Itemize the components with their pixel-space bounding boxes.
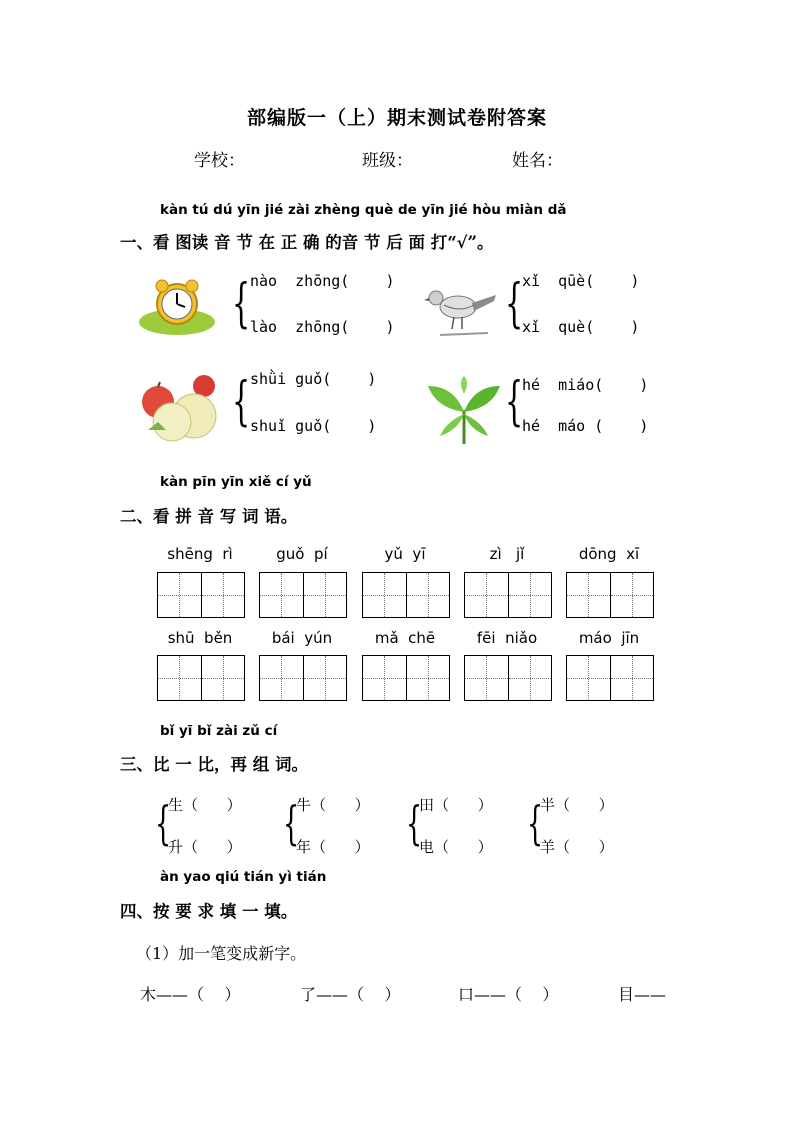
compare-char: 升（ ） bbox=[168, 838, 242, 856]
word-pinyin: máo jīn bbox=[578, 629, 640, 647]
writing-grid[interactable] bbox=[259, 655, 347, 701]
word-pinyin: shū běn bbox=[167, 629, 233, 647]
fruit-icon bbox=[128, 370, 220, 446]
option-a: hé miáo( ) bbox=[522, 376, 649, 394]
subquestion-1: （1）加一笔变成新字。 bbox=[136, 944, 307, 963]
word-pinyin: yǔ yī bbox=[384, 545, 426, 563]
page-title: 部编版一（上）期末测试卷附答案 bbox=[246, 107, 547, 129]
writing-grid[interactable] bbox=[157, 572, 245, 618]
word-pinyin: dōng xī bbox=[578, 545, 640, 563]
school-label: 学校： bbox=[194, 151, 245, 171]
writing-grid[interactable] bbox=[566, 655, 654, 701]
writing-grid[interactable] bbox=[362, 572, 450, 618]
writing-grid[interactable] bbox=[464, 572, 552, 618]
option-a: shǜi guǒ( ) bbox=[250, 370, 377, 388]
section2-heading: 二、看 拼 音 写 词 语。 bbox=[120, 507, 298, 526]
section3-heading: 三、比 一 比，再 组 词。 bbox=[120, 755, 308, 774]
writing-grid[interactable] bbox=[362, 655, 450, 701]
word-pinyin: bái yún bbox=[271, 629, 333, 647]
class-label: 班级： bbox=[362, 151, 413, 171]
compare-char: 半（ ） bbox=[540, 796, 614, 814]
word-pinyin: shēng rì bbox=[167, 545, 233, 563]
compare-char: 羊（ ） bbox=[540, 838, 614, 856]
section4-heading: 四、按 要 求 填 一 填。 bbox=[120, 902, 298, 921]
brace-icon: { bbox=[232, 372, 251, 432]
brace-icon: { bbox=[155, 796, 172, 850]
option-b: hé máo ( ) bbox=[522, 417, 649, 435]
writing-grid[interactable] bbox=[157, 655, 245, 701]
seedling-icon bbox=[424, 374, 504, 446]
section1-heading: 一、看 图读 音 节 在 正 确 的音 节 后 面 打“√”。 bbox=[120, 233, 494, 252]
compare-char: 牛（ ） bbox=[296, 796, 370, 814]
section1-pinyin: kàn tú dú yīn jié zài zhèng què de yīn jié hòu miàn dǎ bbox=[160, 202, 567, 218]
option-a: xǐ qūè( ) bbox=[522, 272, 640, 290]
writing-grid[interactable] bbox=[464, 655, 552, 701]
alarm-clock-icon bbox=[138, 276, 216, 336]
writing-grid[interactable] bbox=[259, 572, 347, 618]
section3-pinyin: bǐ yī bǐ zài zǔ cí bbox=[160, 723, 278, 739]
brace-icon: { bbox=[283, 796, 300, 850]
fill-item: 了——（ ） bbox=[300, 985, 401, 1004]
word-pinyin: guǒ pí bbox=[276, 545, 328, 563]
option-b: lào zhōng( ) bbox=[250, 318, 395, 336]
sparrow-icon bbox=[422, 283, 498, 341]
word-pinyin: zì jǐ bbox=[489, 545, 525, 563]
fill-item: 木——（ ） bbox=[140, 985, 241, 1004]
compare-char: 年（ ） bbox=[296, 838, 370, 856]
brace-icon: { bbox=[505, 372, 524, 432]
brace-icon: { bbox=[232, 274, 251, 334]
compare-char: 田（ ） bbox=[419, 796, 493, 814]
brace-icon: { bbox=[406, 796, 423, 850]
option-a: nào zhōng( ) bbox=[250, 272, 395, 290]
option-b: xǐ què( ) bbox=[522, 318, 640, 336]
word-pinyin: fēi niǎo bbox=[476, 629, 538, 647]
writing-grid[interactable] bbox=[566, 572, 654, 618]
section2-pinyin: kàn pīn yīn xiě cí yǔ bbox=[160, 474, 312, 490]
option-b: shuǐ guǒ( ) bbox=[250, 417, 377, 435]
fill-item: 目—— bbox=[618, 985, 667, 1004]
name-label: 姓名： bbox=[512, 151, 563, 171]
word-pinyin: mǎ chē bbox=[374, 629, 436, 647]
compare-char: 生（ ） bbox=[168, 796, 242, 814]
brace-icon: { bbox=[527, 796, 544, 850]
section4-pinyin: àn yao qiú tián yì tián bbox=[160, 869, 327, 885]
compare-char: 电（ ） bbox=[419, 838, 493, 856]
fill-item: 口——（ ） bbox=[458, 985, 559, 1004]
brace-icon: { bbox=[505, 274, 524, 334]
